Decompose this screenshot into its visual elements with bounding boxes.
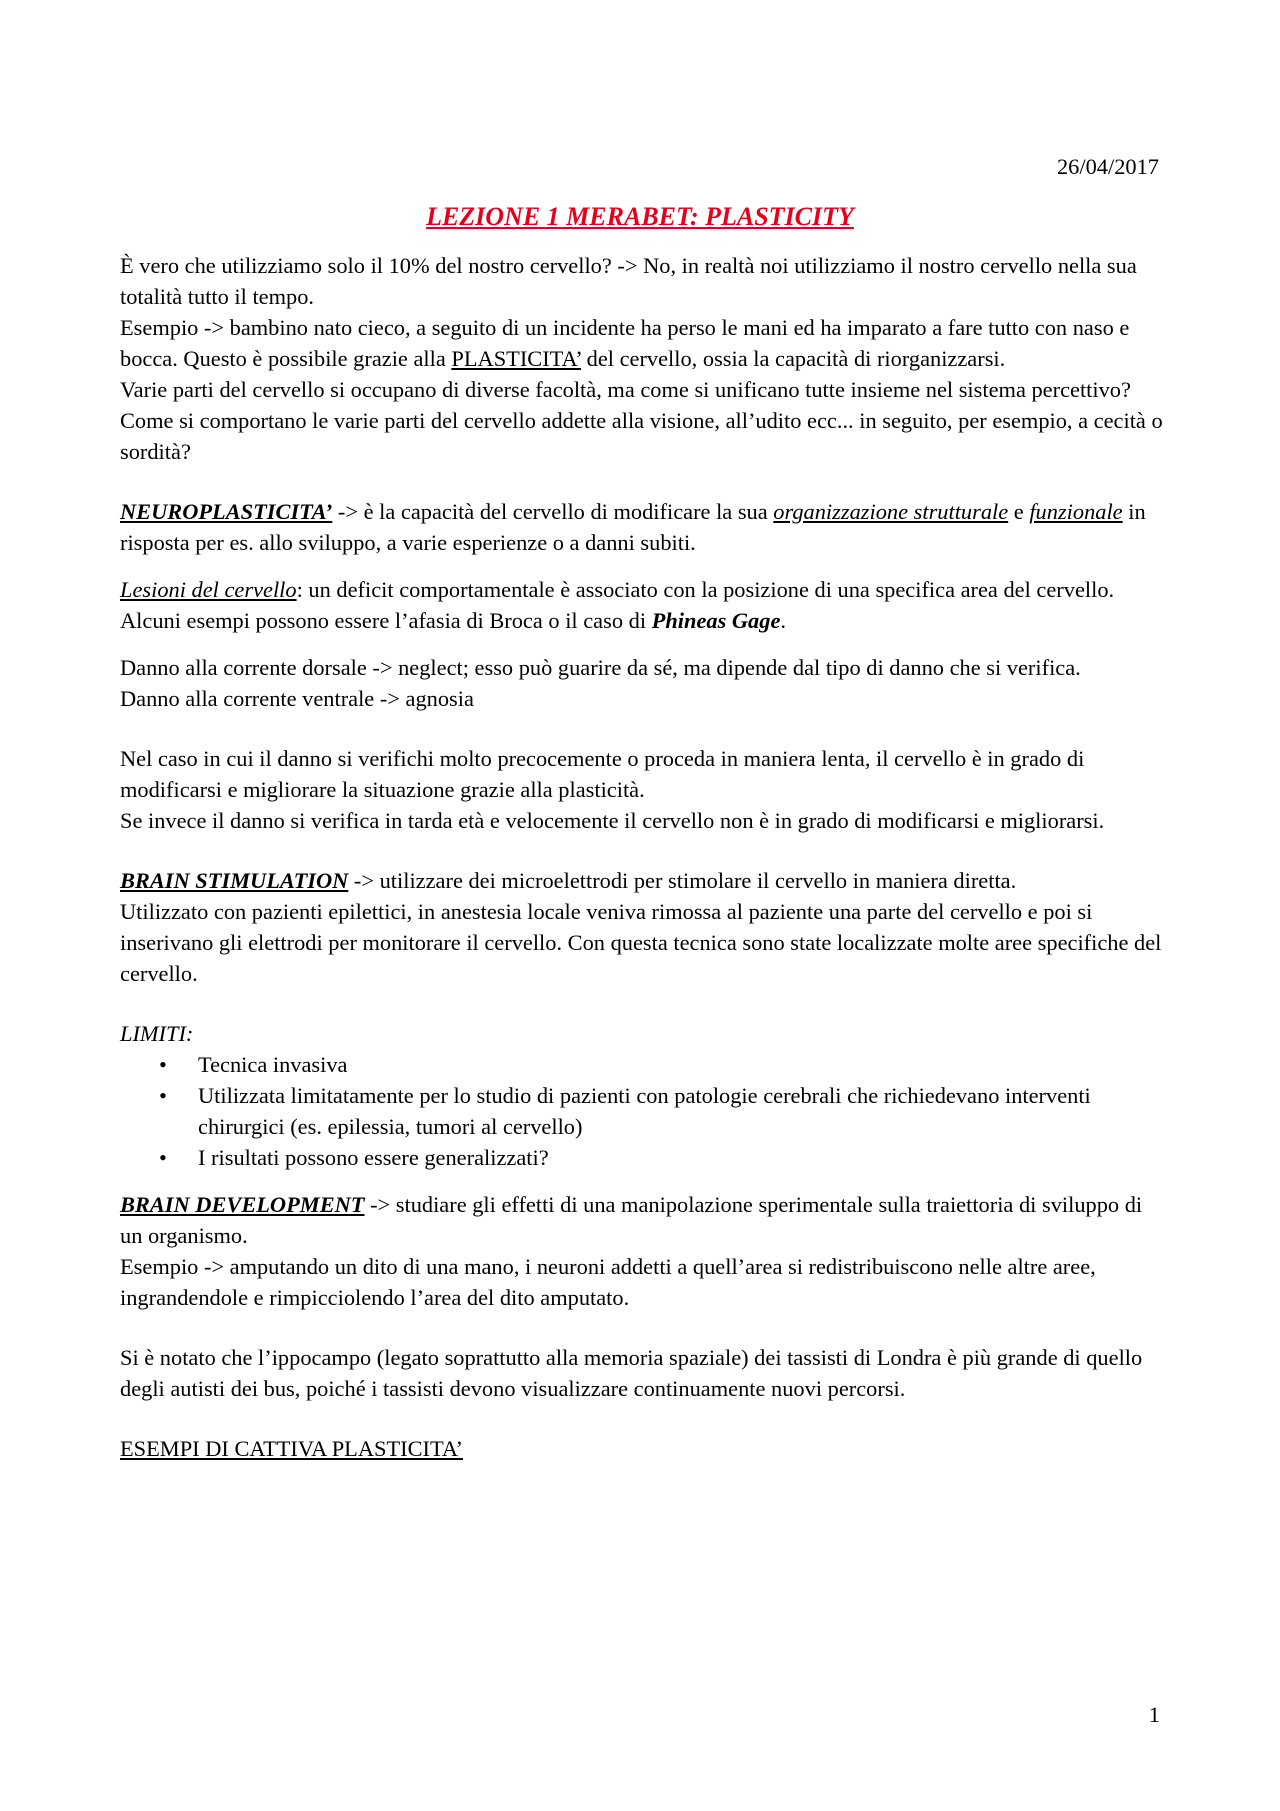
neuroplasticity-term: NEUROPLASTICITA’ (120, 499, 333, 524)
stimulation-paragraph: BRAIN STIMULATION -> utilizzare dei microelettrodi per stimolare il cervello in maniera diretta. (120, 868, 1017, 893)
limits-list (120, 1049, 1165, 1173)
bad-plasticity-heading: ESEMPI DI CATTIVA PLASTICITA’ (120, 1436, 463, 1461)
intro-perception: Varie parti del cervello si occupano di diverse facoltà, ma come si unificano tutte insieme nel sistema percettivo? (120, 377, 1131, 402)
structural-term: organizzazione strutturale (773, 499, 1009, 524)
phineas-gage-name: Phineas Gage (651, 608, 781, 633)
document-date: 26/04/2017 (1056, 154, 1159, 179)
document-body (120, 250, 1165, 1464)
ventral-damage: Danno alla corrente ventrale -> agnosia (120, 686, 474, 711)
plasticity-term: PLASTICITA’ (451, 346, 582, 371)
limits-heading: LIMITI: (120, 1021, 194, 1046)
intro-example: Esempio -> bambino nato cieco, a seguito di un incidente ha perso le mani ed ha imparato a fare tutto con naso e bocca. Questo è possibile grazie alla PLASTICITA’ del cervello, ossia la capacità di riorganizzarsi. (120, 315, 1130, 371)
development-paragraph: BRAIN DEVELOPMENT -> studiare gli effetti di una manipolazione sperimentale sulla traiettoria di sviluppo di un organismo. (120, 1192, 1143, 1248)
development-term: BRAIN DEVELOPMENT (120, 1192, 365, 1217)
functional-term: funzionale (1029, 499, 1123, 524)
development-example: Esempio -> amputando un dito di una mano, i neuroni addetti a quell’area si redistribuiscono nelle altre aree, ingrandendole e rimpicciolendo l’area del dito amputato. (120, 1254, 1096, 1310)
hippocampus-paragraph: Si è notato che l’ippocampo (legato soprattutto alla memoria spaziale) dei tassisti di Londra è più grande di quello degli autisti dei bus, poiché i tassisti devono visualizzare continuamente nuovi percorsi. (120, 1345, 1143, 1401)
page-number: 1 (1148, 1702, 1160, 1727)
lesions-term: Lesioni del cervello (120, 577, 297, 602)
intro-question: È vero che utilizziamo solo il 10% del nostro cervello? -> No, in realtà noi utilizziamo il nostro cervello nella sua totalità tutto il tempo. (120, 253, 1137, 309)
recovery-late: Se invece il danno si verifica in tarda età e velocemente il cervello non è in grado di modificarsi e migliorarsi. (120, 808, 1105, 833)
stimulation-term: BRAIN STIMULATION (120, 868, 349, 893)
lesions-paragraph: Lesioni del cervello: un deficit comportamentale è associato con la posizione di una specifica area del cervello. Alcuni esempi possono essere l’afasia di Broca o il caso di Phineas Gage. (120, 577, 1115, 633)
intro-senses: Come si comportano le varie parti del cervello addette alla visione, all’udito ecc... in seguito, per esempio, a cecità o sordità? (120, 408, 1163, 464)
document-title: LEZIONE 1 MERABET: PLASTICITY (426, 202, 854, 231)
list-item: • Utilizzata limitatamente per lo studio di pazienti con patologie cerebrali che richiedevano interventi chirurgici (es. epilessia, tumori al cervello) (120, 1080, 1165, 1142)
stimulation-details: Utilizzato con pazienti epilettici, in anestesia locale veniva rimossa al paziente una parte del cervello e poi si inserivano gli elettrodi per monitorare il cervello. Con questa tecnica sono state localizzate molte aree specifiche del cervello. (120, 899, 1162, 986)
list-item: • I risultati possono essere generalizzati? (120, 1142, 1165, 1173)
list-item: • Tecnica invasiva (120, 1049, 1165, 1080)
dorsal-damage: Danno alla corrente dorsale -> neglect; esso può guarire da sé, ma dipende dal tipo di danno che si verifica. (120, 655, 1081, 680)
neuroplasticity-paragraph: NEUROPLASTICITA’ -> è la capacità del cervello di modificare la sua organizzazione strutturale e funzionale in risposta per es. allo sviluppo, a varie esperienze o a danni subiti. (120, 499, 1146, 555)
recovery-early: Nel caso in cui il danno si verifichi molto precocemente o proceda in maniera lenta, il cervello è in grado di modificarsi e migliorare la situazione grazie alla plasticità. (120, 746, 1085, 802)
